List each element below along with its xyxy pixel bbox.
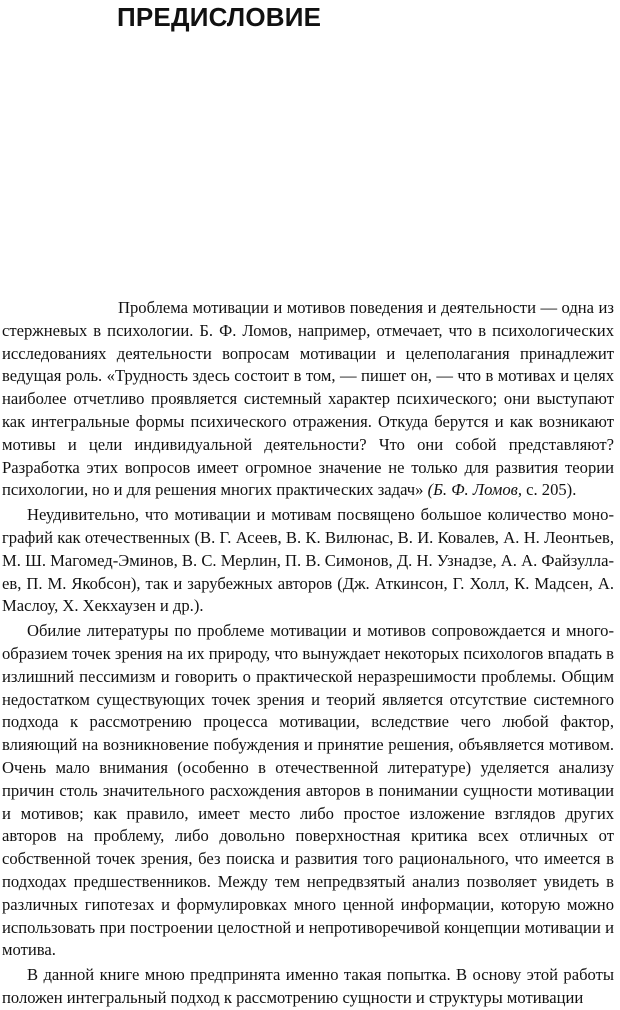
paragraph-4: В данной книге мною предпринята именно такая попытка. В основу этой работы положен интегральный подход к рассмотрению сущности и структуры мотивации <box>2 965 614 1007</box>
paragraph-2: Неудивительно, что мотивации и мотивам посвящено большое количество монографий как отечественных (В. Г. Асеев, В. К. Вилюнас, В. И. Ковалев, А. Н. Леонтьев, М. Ш. Магомед-Эминов, В. С. Мерлин, П. В. Симонов, Д. Н. Узнадзе, А. А. Файзуллаев, П. М. Якобсон), так и зарубежных авторов (Дж. Аткинсон, Г. Холл, К. Мадсен, А. Маслоу, Х. Хекхаузен и др.). <box>2 505 614 616</box>
paragraph-1-text: Проблема мотивации и мотивов поведения и деятельности — одна из стержневых в психологии. Б. Ф. Ломов, например, отмечает, что в психологических исследованиях деятельности вопросам мотивации и целеполагания принадлежит ведущая роль. «Трудность здесь состоит в том, — пишет он, — что в мотивах и целях наиболее отчетливо проявляется системный характер психического; они выступают как интегральные формы психического отражения. Откуда берутся и как возникают мотивы и цели индивидуальной деятельности? Что они собой представляют? Разработка этих вопросов имеет огромное значение не только для развития теории психологии, но и для решения многих практических задач» <box>2 298 614 500</box>
paragraph-1-page-ref: с. 205). <box>521 480 577 500</box>
paragraph-1 <box>2 297 614 502</box>
page-title: ПРЕДИСЛОВИЕ <box>117 2 322 32</box>
paragraph-3: Обилие литературы по проблеме мотивации и мотивов сопровождается и многообразием точек зрения на их природу, что вынуждает некоторых психологов впадать в излишний пессимизм и говорить о практической неразрешимости проблемы. Общим недостатком существующих точек зрения и теорий является отсутствие системного подхода к рассмотрению процесса мотивации, вследствие чего любой фактор, влияющий на возникновение побуждения и принятие решения, объявляется мотивом. Очень мало внимания (особенно в отечественной литературе) уделяется анализу причин столь значительного расхождения авторов в понимании сущности мотивации и мотивов; как правило, имеет место либо простое изложение взглядов других авторов на проблему, либо довольно поверхностная критика всех отличных от собственной точек зрения, без поиска и развития того рационального, что имеется в подходах предшественников. Между тем непредвзятый анализ позволяет увидеть в различных гипотезах и формулировках много ценной информации, которую можно использовать при построении целостной и непротиворечивой концепции мотивации и мотива. <box>2 621 614 960</box>
lomov-citation: (Б. Ф. Ломов, <box>427 480 522 500</box>
preface-body <box>2 297 614 1010</box>
